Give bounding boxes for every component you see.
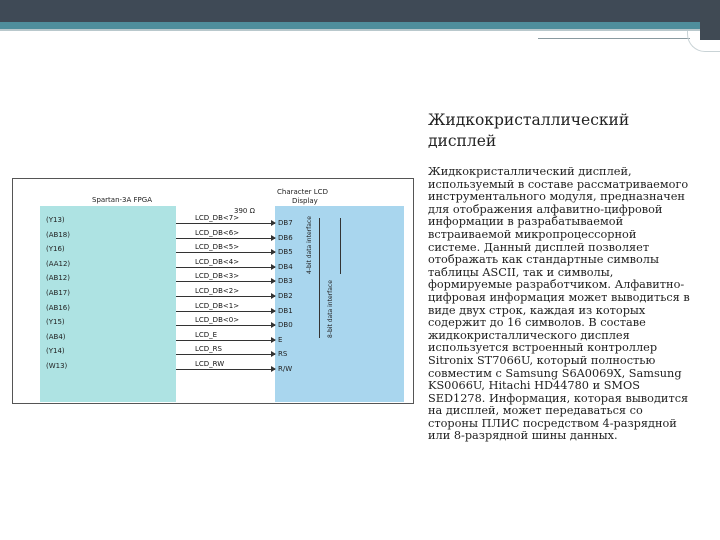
lcd-label-line1: Character LCD [277,188,328,196]
slide-header-accent-thin [0,29,720,31]
signal-arrow [271,220,276,226]
signal-arrow [271,264,276,270]
fpga-pin-label: (AB4) [46,332,66,341]
signal-arrow [271,293,276,299]
lcd-label-line2: Display [292,197,318,205]
signal-arrow [271,308,276,314]
lcd-pin-label: DB2 [278,292,293,300]
lcd-pin-label: R/W [278,365,293,373]
resistor-label: 390 Ω [234,207,255,215]
fpga-pin-label: (AA12) [46,259,71,268]
signal-arrow [271,249,276,255]
signal-name: LCD_DB<3> [195,272,240,281]
signal-name: LCD_E [195,330,218,339]
fpga-pin-label: (Y14) [46,347,65,356]
signal-name: LCD_RW [195,360,225,368]
signal-wire [176,223,275,224]
signal-arrow [271,366,276,372]
signal-arrow [271,351,276,357]
fpga-pin-label: (Y13) [46,216,65,224]
signal-wire [176,296,275,297]
signal-arrow [271,322,276,328]
lcd-pin-label: RS [278,350,288,359]
slide-title: Жидкокристаллический дисплей [428,111,630,150]
signal-wire [176,369,275,370]
signal-wire [176,311,275,312]
signal-name: LCD_DB<4> [195,257,240,266]
signal-arrow [271,337,276,343]
signal-arrow [271,235,276,241]
fpga-pin-label: (AB16) [46,303,70,312]
lcd-connection-diagram [12,178,416,406]
bus-label-8bit: 8-bit data interface [327,280,334,338]
signal-wire [176,340,275,341]
lcd-pin-label: E [278,335,283,344]
fpga-label: Spartan-3A FPGA [92,196,152,204]
signal-name: LCD_DB<5> [195,243,240,252]
signal-wire [176,252,275,253]
slide-body-text: Жидкокристаллический дисплей, используемый в составе рассматриваемого инструментального модуля, предназначен для отображения алфавитно-цифровой информации в разрабатываемой встраиваемой микропроцессорной системе. Данный дисплей позволяет отображать как стандартные символы таблицы ASCII, так и символы, формируемые разработчиком. Алфавитно-цифровая информация может выводиться в виде двух строк, каждая из которых содержит до 16 символов. В составе жидкокристаллического дисплея используется встроенный контроллер Sitronix ST7066U, который полностью совместим с Samsung S6A0069X, Samsung KS0066U, Hitachi HD44780 и SMOS SED1278. Информация, которая выводится на дисплей, может передаваться со стороны ПЛИС посредством 4-разрядной или 8-разрядной шины данных. [428,165,690,443]
lcd-pin-label: DB4 [278,262,293,271]
bus-bracket-4bit [340,218,341,274]
lcd-pin-label: DB3 [278,277,293,286]
fpga-pin-label: (Y15) [46,318,65,327]
fpga-pin-label: (AB18) [46,230,70,239]
signal-wire [176,267,275,268]
slide-decor-line [538,38,690,39]
fpga-pin-label: (Y16) [46,245,65,254]
signal-name: LCD_DB<1> [195,301,240,310]
signal-name: LCD_DB<0> [195,316,240,325]
slide-decor-curve [687,31,720,52]
signal-wire [176,281,275,282]
fpga-pin-label: (W13) [46,362,68,370]
lcd-pin-label: DB5 [278,248,293,257]
fpga-pin-label: (AB17) [46,289,70,297]
slide-header-accent [0,22,720,29]
lcd-pin-label: DB6 [278,233,293,242]
bus-bracket-8bit [319,218,320,338]
fpga-pin-label: (AB12) [46,274,70,283]
lcd-pin-label: DB7 [278,219,293,227]
lcd-pin-label: DB0 [278,321,293,330]
lcd-pin-label: DB1 [278,306,293,315]
bus-label-4bit: 4-bit data interface [306,216,313,274]
signal-wire [176,325,275,326]
slide-header-bar [0,0,720,22]
signal-arrow [271,278,276,284]
signal-name: LCD_DB<7> [195,214,240,222]
signal-name: LCD_DB<2> [195,287,240,295]
signal-wire [176,354,275,355]
signal-wire [176,238,275,239]
signal-name: LCD_RS [195,345,222,354]
signal-name: LCD_DB<6> [195,228,240,237]
